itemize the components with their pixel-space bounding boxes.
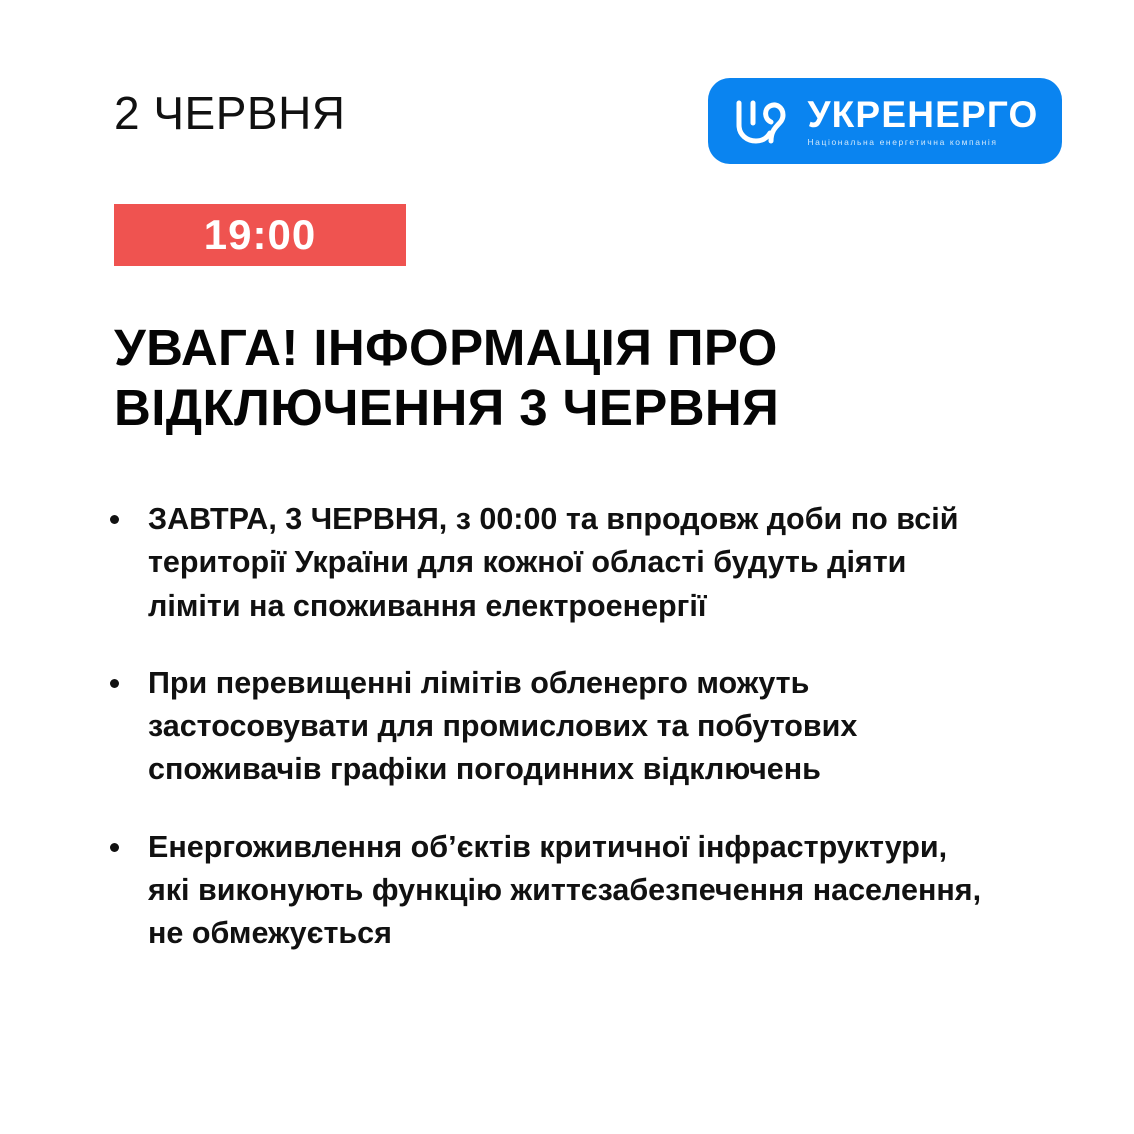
ukrenergo-logo	[708, 78, 1062, 164]
page-title: 2 ЧЕРВНЯ	[114, 87, 346, 139]
logo-text-block	[807, 93, 1039, 147]
list-item-text: Енергоживлення об’єктів критичної інфраструктури, які виконують функцію життєзабезпечення населення, не обмежується	[148, 829, 982, 951]
logo-subtitle: Національна енергетична компанія	[807, 136, 998, 147]
bullet-list	[104, 498, 984, 956]
bullet-dot-icon	[110, 843, 119, 852]
bullet-dot-icon	[110, 515, 119, 524]
list-item	[104, 498, 984, 628]
list-item-text: ЗАВТРА, 3 ЧЕРВНЯ, з 00:00 та впродовж доби по всій території України для кожної області будуть діяти ліміти на споживання електроенергії	[148, 502, 959, 623]
list-item-text: При перевищенні лімітів обленерго можуть застосовувати для промислових та побутових споживачів графіки погодинних відключень	[148, 665, 858, 787]
poster-header	[114, 78, 1062, 174]
time-badge-label: 19:00	[203, 211, 317, 258]
headline: УВАГА! ІНФОРМАЦІЯ ПРО ВІДКЛЮЧЕННЯ 3 ЧЕРВНЯ	[114, 319, 780, 437]
list-item	[104, 662, 984, 792]
time-badge	[114, 204, 406, 266]
list-item	[104, 826, 984, 956]
ukrenergo-logo-icon	[731, 95, 791, 147]
bullet-dot-icon	[110, 679, 119, 688]
logo-name: УКРЕНЕРГО	[807, 93, 1039, 135]
